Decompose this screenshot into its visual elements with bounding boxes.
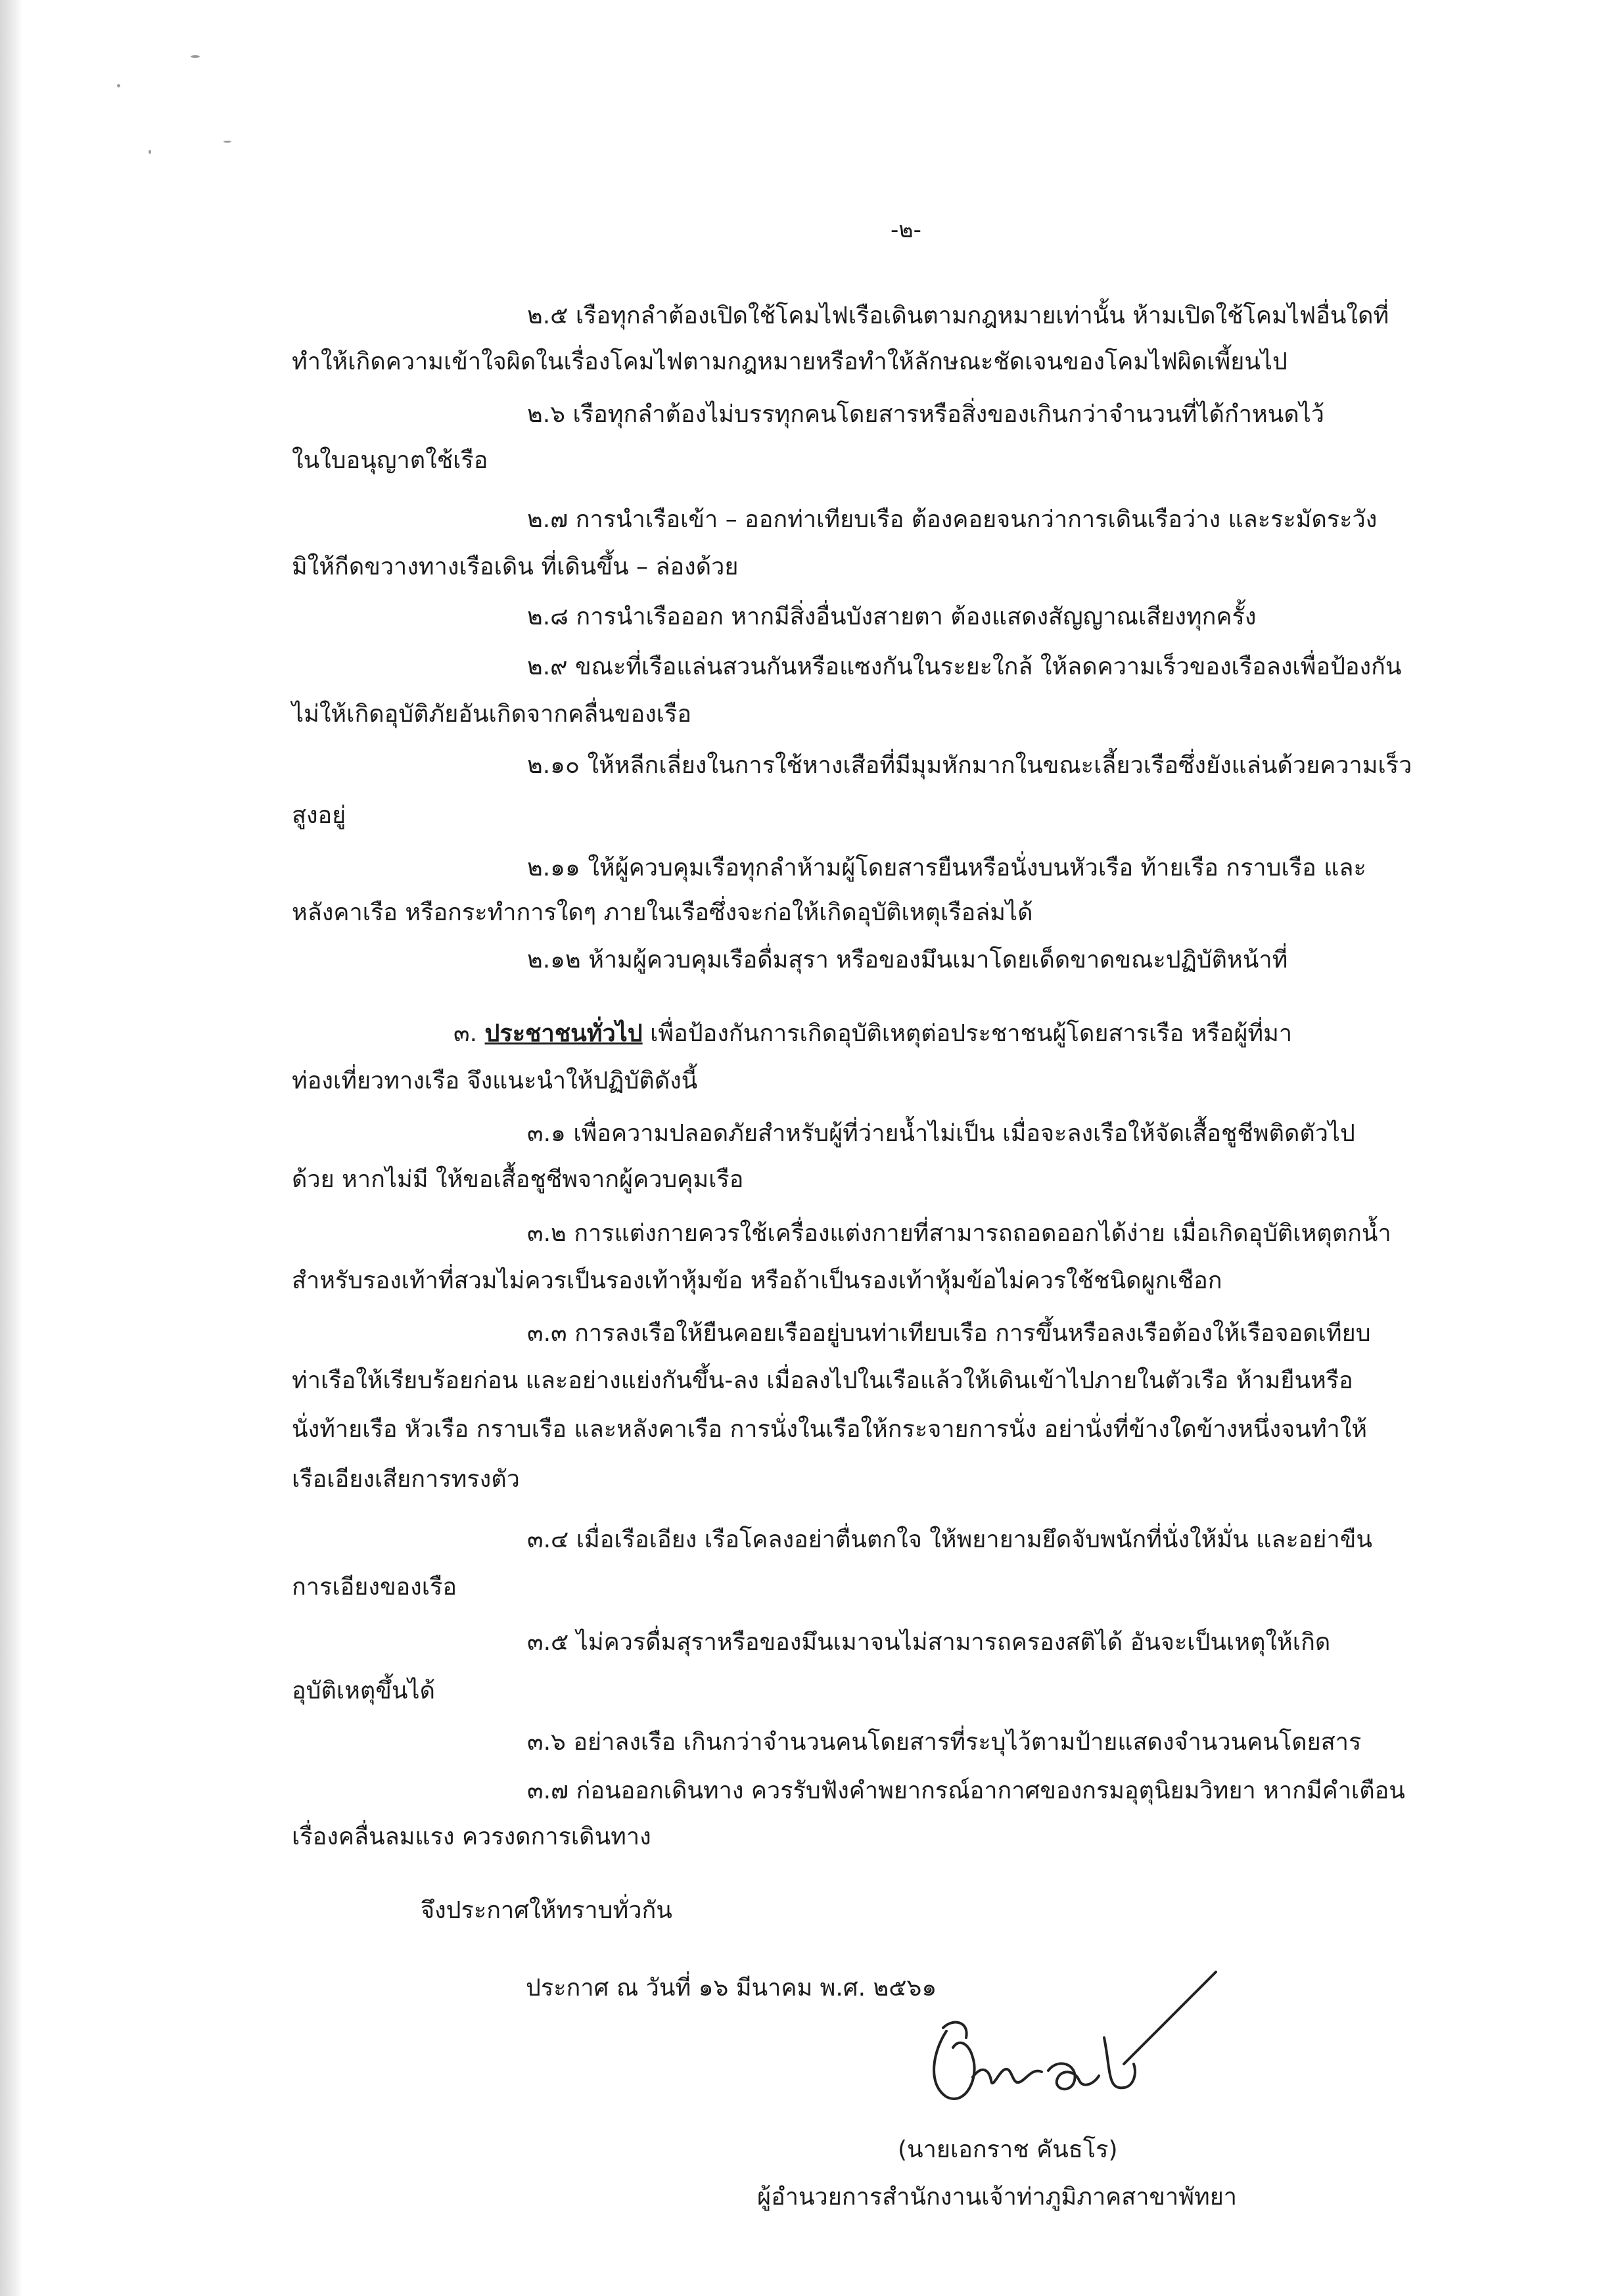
item-3-3-line2: ท่าเรือให้เรียบร้อยก่อน และอย่างแย่งกันขึ้น-ลง เมื่อลงไปในเรือแล้วให้เดินเข้าไปภายในตัวเรือ ห้ามยืนหรือ (292, 1367, 1353, 1394)
item-2-11-line1: ๒.๑๑ ให้ผู้ควบคุมเรือทุกลำห้ามผู้โดยสารยืนหรือนั่งบนหัวเรือ ท้ายเรือ กราบเรือ และ (527, 855, 1366, 881)
item-2-6-line2: ในใบอนุญาตใช้เรือ (292, 447, 488, 474)
item-3-7-line1: ๓.๗ ก่อนออกเดินทาง ควรรับฟังคำพยากรณ์อากาศของกรมอุตุนิยมวิทยา หากมีคำเตือน (527, 1777, 1405, 1804)
section-3-title: ประชาชนทั่วไป (484, 1020, 643, 1047)
item-2-11-line2: หลังคาเรือ หรือกระทำการใดๆ ภายในเรือซึ่งจะก่อให้เกิดอุบัติเหตุเรือล่มได้ (292, 899, 1033, 926)
scan-speck (191, 55, 200, 58)
signatory-title: ผู้อำนวยการสำนักงานเจ้าท่าภูมิภาคสาขาพัทยา (757, 2184, 1238, 2211)
item-2-9-line1: ๒.๙ ขณะที่เรือแล่นสวนกันหรือแซงกันในระยะใกล้ ให้ลดความเร็วของเรือลงเพื่อป้องกัน (527, 653, 1402, 680)
item-2-7-line2: มิให้กีดขวางทางเรือเดิน ที่เดินขึ้น – ล่องด้วย (292, 553, 739, 580)
item-2-5-line1: ๒.๕ เรือทุกลำต้องเปิดใช้โคมไฟเรือเดินตามกฎหมายเท่านั้น ห้ามเปิดใช้โคมไฟอื่นใดที่ (527, 302, 1389, 329)
scan-edge-shadow (0, 0, 22, 2296)
item-3-2-line1: ๓.๒ การแต่งกายควรใช้เครื่องแต่งกายที่สามารถถอดออกได้ง่าย เมื่อเกิดอุบัติเหตุตกน้ำ (527, 1220, 1391, 1247)
section-3-intro-line2: ท่องเที่ยวทางเรือ จึงแนะนำให้ปฏิบัติดังนี้ (292, 1067, 698, 1094)
item-3-5-line2: อุบัติเหตุขึ้นได้ (292, 1677, 435, 1704)
item-3-4-line1: ๓.๔ เมื่อเรือเอียง เรือโคลงอย่าตื่นตกใจ ให้พยายามยึดจับพนักที่นั่งให้มั่น และอย่าขืน (527, 1526, 1372, 1553)
item-3-5-line1: ๓.๕ ไม่ควรดื่มสุราหรือของมึนเมาจนไม่สามารถครองสติได้ อันจะเป็นเหตุให้เกิด (527, 1629, 1331, 1656)
scan-speck (223, 141, 231, 143)
page-number: -๒- (891, 217, 921, 243)
closing-text: จึงประกาศให้ทราบทั่วกัน (421, 1897, 672, 1924)
item-3-7-line2: เรื่องคลื่นลมแรง ควรงดการเดินทาง (292, 1823, 651, 1850)
section-3-heading (453, 1018, 1292, 1050)
handwritten-signature (907, 1959, 1222, 2123)
item-3-1-line1: ๓.๑ เพื่อความปลอดภัยสำหรับผู้ที่ว่ายน้ำไม่เป็น เมื่อจะลงเรือให้จัดเสื้อชูชีพติดตัวไป (527, 1120, 1355, 1147)
section-3-number: ๓. (453, 1020, 478, 1047)
announce-date: ประกาศ ณ วันที่ ๑๖ มีนาคม พ.ศ. ๒๕๖๑ (526, 1975, 937, 2002)
signatory-name: (นายเอกราช คันธโร) (898, 2136, 1118, 2163)
item-3-2-line2: สำหรับรองเท้าที่สวมไม่ควรเป็นรองเท้าหุ้มข้อ หรือถ้าเป็นรองเท้าหุ้มข้อไม่ควรใช้ชนิดผูกเชือก (292, 1267, 1222, 1294)
item-2-7-line1: ๒.๗ การนำเรือเข้า – ออกท่าเทียบเรือ ต้องคอยจนกว่าการเดินเรือว่าง และระมัดระวัง (527, 506, 1378, 533)
item-2-6-line1: ๒.๖ เรือทุกลำต้องไม่บรรทุกคนโดยสารหรือสิ่งของเกินกว่าจำนวนที่ได้กำหนดไว้ (527, 401, 1325, 428)
item-3-1-line2: ด้วย หากไม่มี ให้ขอเสื้อชูชีพจากผู้ควบคุมเรือ (292, 1166, 744, 1193)
item-3-3-line3: นั่งท้ายเรือ หัวเรือ กราบเรือ และหลังคาเรือ การนั่งในเรือให้กระจายการนั่ง อย่านั่งที่ข้างใดข้างหนึ่งจนทำให้ (292, 1416, 1368, 1443)
item-2-10-line1: ๒.๑๐ ให้หลีกเลี่ยงในการใช้หางเสือที่มีมุมหักมากในขณะเลี้ยวเรือซึ่งยังแล่นด้วยความเร็ว (527, 752, 1412, 779)
item-3-4-line2: การเอียงของเรือ (292, 1574, 457, 1601)
item-2-5-line2: ทำให้เกิดความเข้าใจผิดในเรื่องโคมไฟตามกฎหมายหรือทำให้ลักษณะชัดเจนของโคมไฟผิดเพี้ยนไป (292, 348, 1288, 375)
item-3-3-line1: ๓.๓ การลงเรือให้ยืนคอยเรืออยู่บนท่าเทียบเรือ การขึ้นหรือลงเรือต้องให้เรือจอดเทียบ (527, 1320, 1371, 1347)
section-3-intro: เพื่อป้องกันการเกิดอุบัติเหตุต่อประชาชนผู้โดยสารเรือ หรือผู้ที่มา (650, 1020, 1293, 1047)
item-3-6-line1: ๓.๖ อย่าลงเรือ เกินกว่าจำนวนคนโดยสารที่ระบุไว้ตามป้ายแสดงจำนวนคนโดยสาร (527, 1729, 1362, 1756)
item-2-10-line2: สูงอยู่ (292, 802, 346, 829)
item-3-3-line4: เรือเอียงเสียการทรงตัว (292, 1466, 520, 1493)
item-2-9-line2: ไม่ให้เกิดอุบัติภัยอันเกิดจากคลื่นของเรือ (292, 701, 691, 728)
scan-speck (117, 84, 120, 87)
scan-speck (149, 150, 151, 154)
item-2-12-line1: ๒.๑๒ ห้ามผู้ควบคุมเรือดื่มสุรา หรือของมึนเมาโดยเด็ดขาดขณะปฏิบัติหน้าที่ (527, 947, 1288, 973)
item-2-8-line1: ๒.๘ การนำเรือออก หากมีสิ่งอื่นบังสายตา ต้องแสดงสัญญาณเสียงทุกครั้ง (527, 603, 1257, 630)
